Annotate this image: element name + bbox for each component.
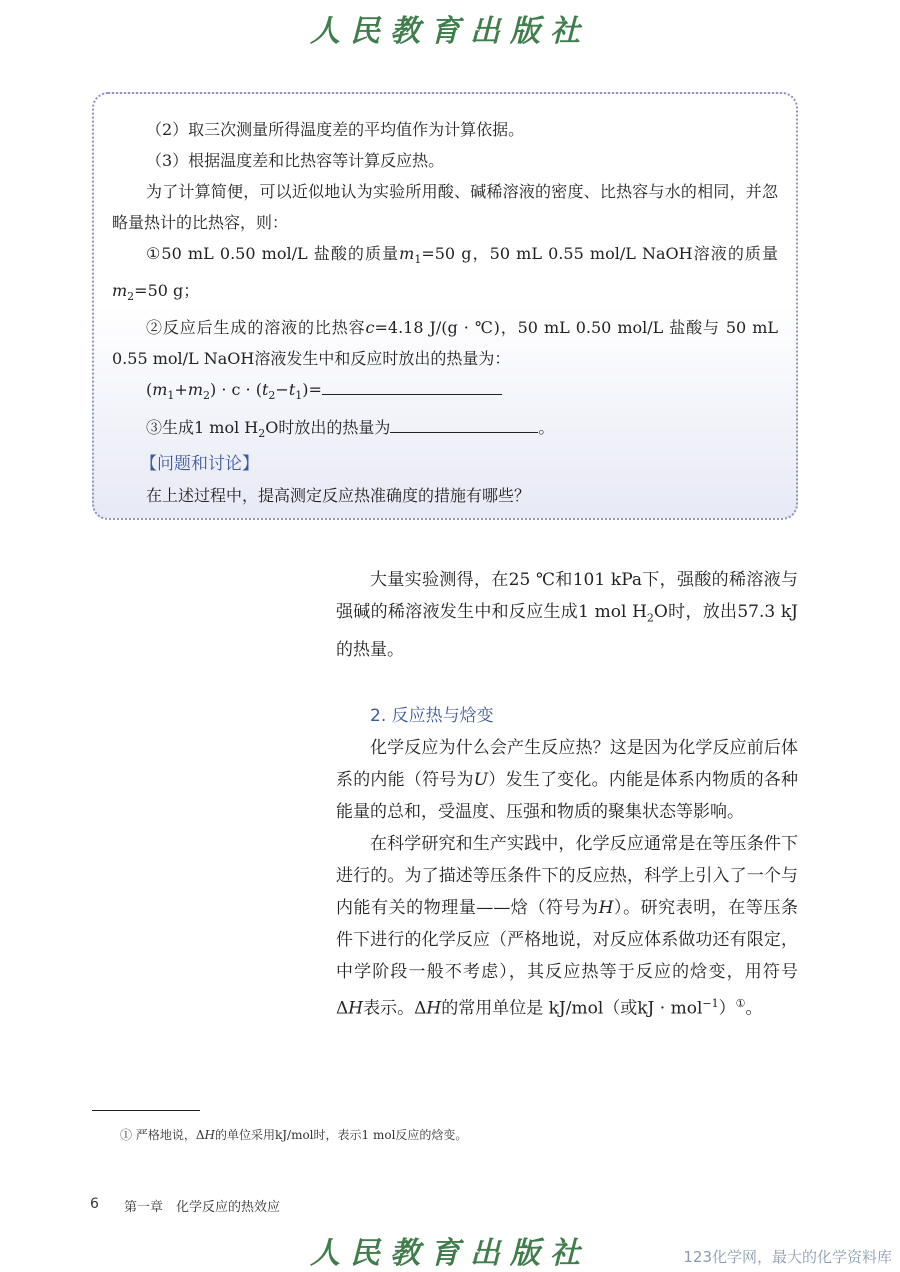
experiment-box xyxy=(92,92,798,520)
discussion-title: 【问题和讨论】 xyxy=(140,453,259,474)
answer-blank-2[interactable] xyxy=(390,414,538,433)
item-3: ③生成1 mol $H_2O$时放出的热量为 。 xyxy=(112,412,778,449)
main-text xyxy=(336,564,798,1025)
formula-line: $(m_1+m_2) \cdot c \cdot (t_2-t_1)=$ xyxy=(112,374,778,411)
paragraph-internal-energy: 化学反应为什么会产生反应热？这是因为化学反应前后体系的内能（符号为U）发生了变化。内能是体系内物质的各种能量的总和，受温度、压强和物质的聚集状态等影响。 xyxy=(336,738,799,823)
paragraph-enthalpy: 在科学研究和生产实践中，化学反应通常是在等压条件下进行的。为了描述等压条件下的反应热，科学上引入了一个与内能有关的物理量——焓（符号为H）。研究表明，在等压条件下进行的化学反应（严格地说，对反应体系做功还有限定，中学阶段一般不考虑），其反应热等于反应的焓变，用符号 ΔH表示。ΔH的常用单位是 kJ/mol（或kJ · mol$^{-1}$）①。 xyxy=(336,834,798,1020)
item-1: ①50 mL 0.50 mol/L 盐酸的质量$m_1=50$ g，50 mL 0.55 mol/L NaOH溶液的质量$m_2=50$ g； xyxy=(112,244,778,304)
discussion-question: 在上述过程中，提高测定反应热准确度的措施有哪些？ xyxy=(146,485,531,505)
step-2: （2）取三次测量所得温度差的平均值作为计算依据。 xyxy=(146,120,525,139)
publisher-logo-top: 人民教育出版社 xyxy=(310,14,590,49)
section-title: 2. 反应热与焓变 xyxy=(370,706,494,727)
page-number: 6 xyxy=(90,1196,99,1212)
item-2: ②反应后生成的溶液的比热容c=4.18 J/(g · ℃)，50 mL 0.50 mol/L 盐酸与 50 mL 0.55 mol/L NaOH溶液发生中和反应时放出的热量为： xyxy=(112,318,778,369)
footnote: ① 严格地说，ΔH的单位采用kJ/mol时，表示1 mol反应的焓变。 xyxy=(120,1128,468,1142)
site-watermark: 123化学网，最大的化学资料库 xyxy=(683,1248,892,1266)
paragraph-neutralization: 大量实验测得，在25 ℃和101 kPa下，强酸的稀溶液与强碱的稀溶液发生中和反应生成1 mol $H_2O$时，放出57.3 kJ的热量。 xyxy=(336,570,798,661)
chapter-title: 第一章 化学反应的热效应 xyxy=(124,1200,281,1215)
footnote-divider xyxy=(92,1110,200,1111)
approximation-text: 为了计算简便，可以近似地认为实验所用酸、碱稀溶液的密度、比热容与水的相同，并忽略量热计的比热容，则： xyxy=(112,182,778,232)
step-3: （3）根据温度差和比热容等计算反应热。 xyxy=(146,151,445,170)
answer-blank-1[interactable] xyxy=(322,376,502,395)
footnote-ref[interactable]: ① xyxy=(735,997,746,1011)
publisher-logo-bottom: 人民教育出版社 xyxy=(310,1236,590,1271)
